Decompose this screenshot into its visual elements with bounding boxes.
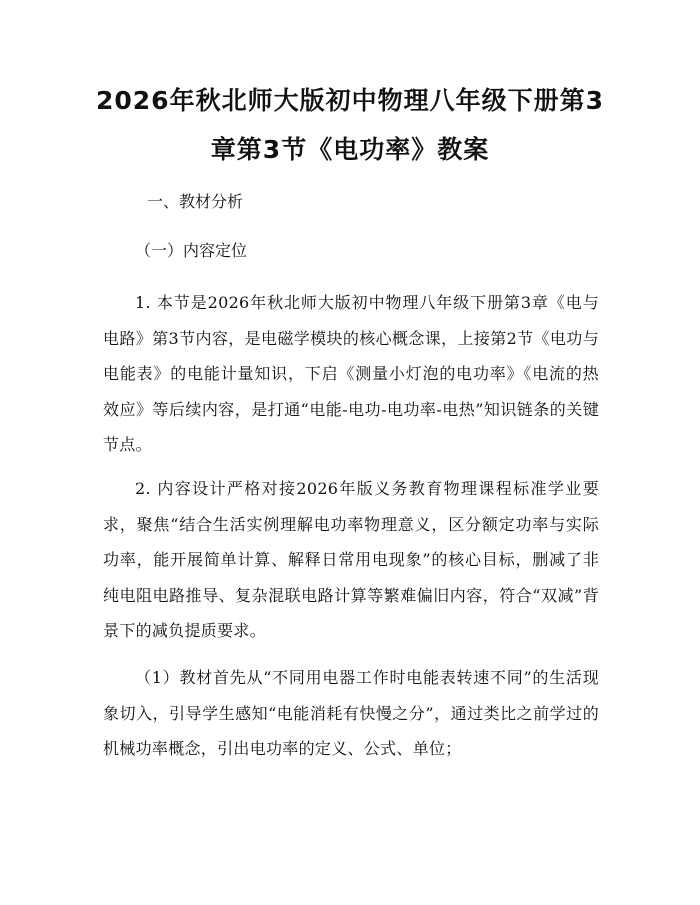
document-title-line-2: 章第3节《电功率》教案 (210, 135, 490, 164)
paragraph-1: 1. 本节是2026年秋北师大版初中物理八年级下册第3章《电与电路》第3节内容，是电磁学模块的核心概念课，上接第2节《电功与电能表》的电能计量知识，下启《测量小灯泡的电功率》《电流的热效应》等后续内容，是打通“电能-电功-电功率-电热”知识链条的关键节点。 (103, 293, 599, 454)
subsection-heading: （一）内容定位 (135, 241, 248, 260)
section-heading: 一、教材分析 (147, 192, 244, 211)
document-title-line-1: 2026年秋北师大版初中物理八年级下册第3 (96, 86, 604, 115)
paragraph-3: （1）教材首先从“不同用电器工作时电能表转速不同”的生活现象切入，引导学生感知“电能消耗有快慢之分”，通过类比之前学过的机械功率概念，引出电功率的定义、公式、单位； (103, 668, 599, 758)
paragraph-2: 2. 内容设计严格对接2026年版义务教育物理课程标准学业要求，聚焦“结合生活实例理解电功率物理意义，区分额定功率与实际功率，能开展简单计算、解释日常用电现象”的核心目标，删减了非纯电阻电路推导、复杂混联电路计算等繁难偏旧内容，符合“双减”背景下的减负提质要求。 (103, 479, 599, 640)
